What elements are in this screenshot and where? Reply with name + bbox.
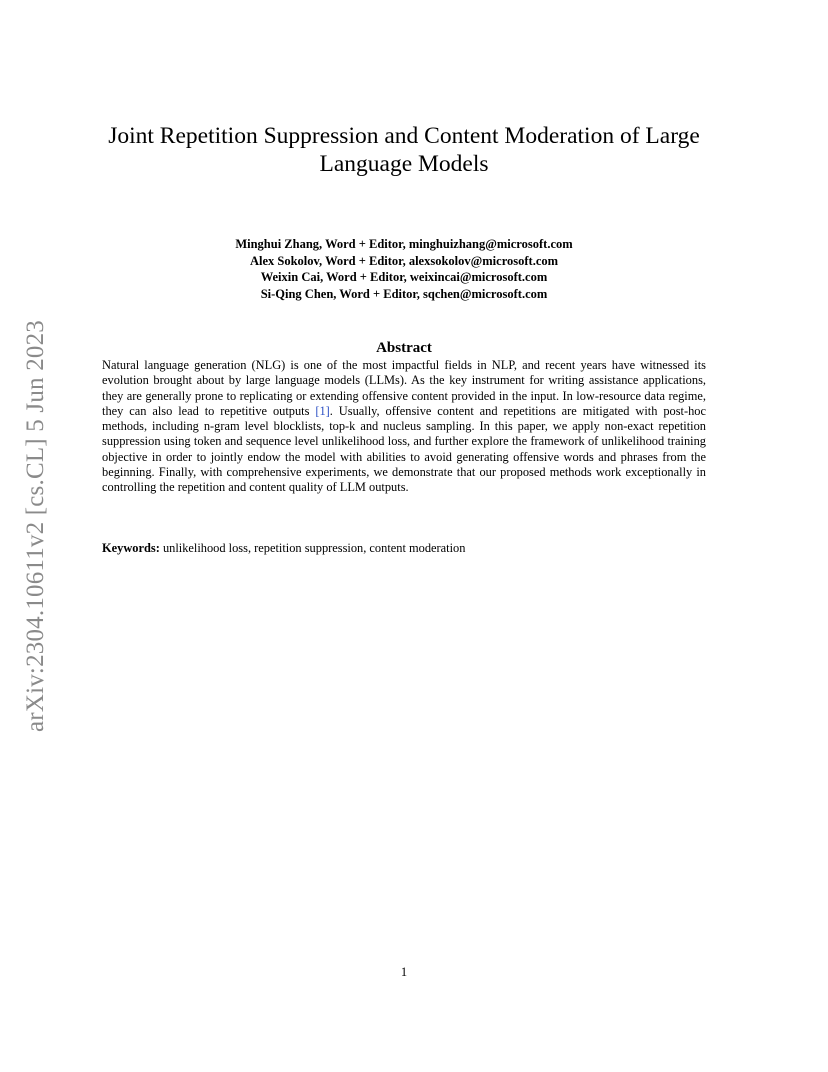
paper-title: Joint Repetition Suppression and Content Moderation of Large Language Models (108, 123, 700, 177)
author-list (102, 236, 706, 302)
abstract-heading: Abstract (376, 340, 432, 356)
page-number: 1 (400, 965, 408, 979)
abstract-text-part-1: Natural language generation (NLG) is one of the most impactful fields in NLP, and recent years have witnessed its evolution brought about by large language models (LLMs). As the key instrument for writing assistance applications, they are generally prone to replicating or extending offensive content provided in the input. In low-resource data regime, they can also lead to repetitive outputs (102, 358, 706, 418)
arxiv-identifier-stamp: arXiv:2304.10611v2 [cs.CL] 5 Jun 2023 (22, 320, 49, 732)
author-line: Minghui Zhang, Word + Editor, minghuizhang@microsoft.com (235, 237, 573, 251)
keywords-text: unlikelihood loss, repetition suppression, content moderation (162, 541, 466, 555)
keywords-label: Keywords: (102, 541, 160, 555)
abstract-text (102, 358, 706, 496)
author-line: Si-Qing Chen, Word + Editor, sqchen@microsoft.com (260, 286, 548, 301)
author-line: Weixin Cai, Word + Editor, weixincai@microsoft.com (260, 270, 548, 284)
abstract-text-part-2: . Usually, offensive content and repetitions are mitigated with post-hoc methods, including n-gram level blocklists, top-k and nucleus sampling. In this paper, we apply non-exact repetition suppression using token and sequence level unlikelihood loss, and further explore the framework of unlikelihood training objective in order to jointly endow the model with abilities to avoid generating offensive words and phrases from the beginning. Finally, with comprehensive experiments, we demonstrate that our proposed methods work exceptionally in controlling the repetition and content quality of LLM outputs. (102, 403, 706, 495)
keywords-line (102, 541, 706, 556)
citation-link[interactable]: [1] (315, 403, 330, 418)
author-line: Alex Sokolov, Word + Editor, alexsokolov@microsoft.com (249, 253, 559, 268)
